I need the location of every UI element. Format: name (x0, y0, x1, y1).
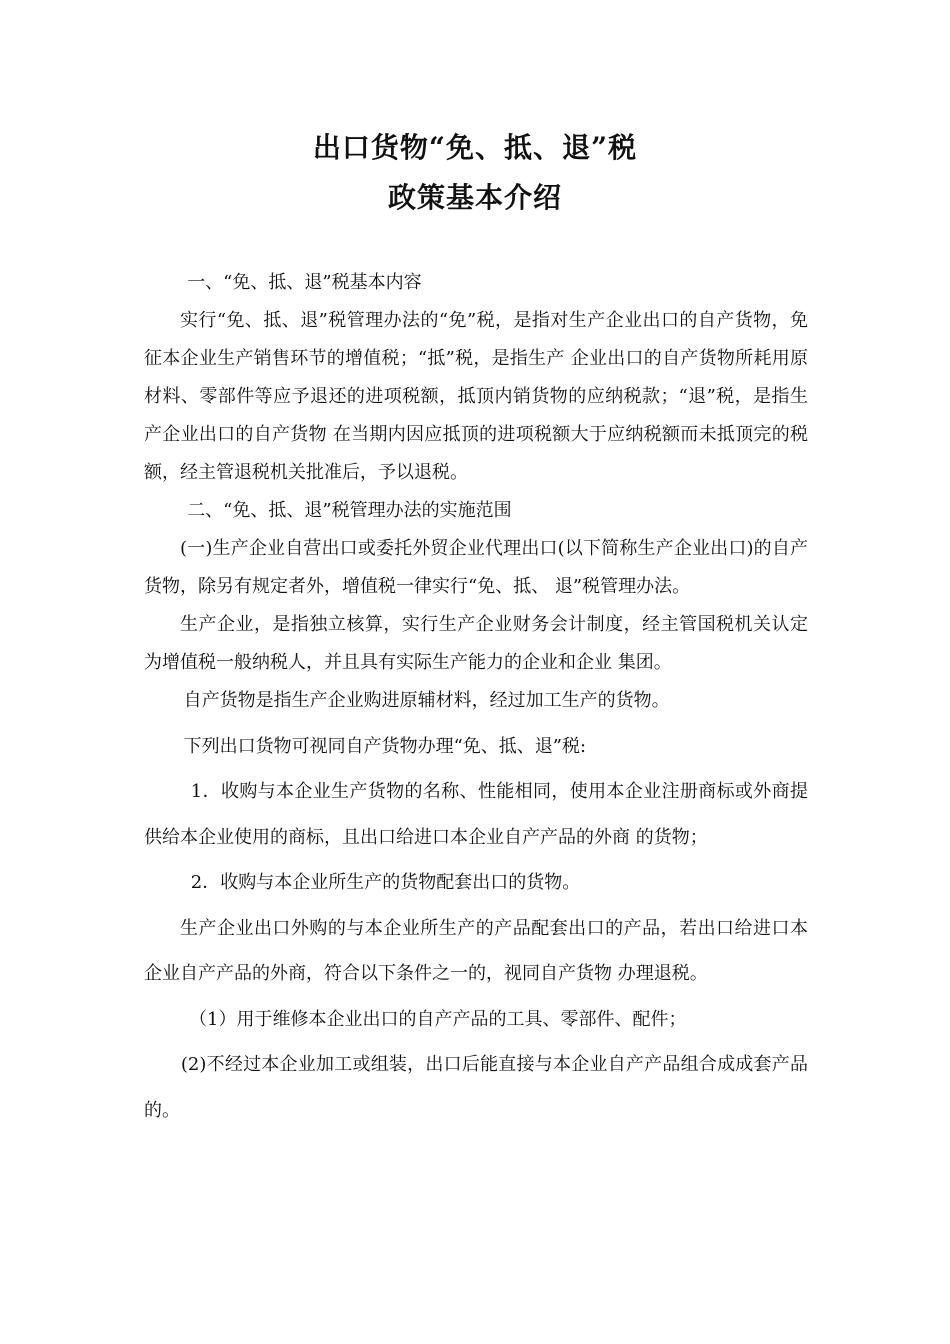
document-body-section-2 (144, 678, 808, 1133)
list-item-2: 2．收购与本企业所生产的货物配套出口的货物。 (190, 872, 581, 893)
paragraph-producer-definition: 生产企业，是指独立核算，实行生产企业财务会计制度，经主管国税机关认定为增值税一般纳税人，并且具有实际生产能力的企业和企业 集团。 (144, 614, 808, 673)
paragraph-outsourced-products: 生产企业出口外购的与本企业所生产的产品配套出口的产品，若出口给进口本企业自产产品的外商，符合以下条件之一的，视同自产货物 办理退税。 (144, 917, 808, 984)
document-title: 出口货物“免、抵、退”税 (312, 131, 638, 164)
document-body-section-1 (144, 264, 808, 682)
list-item-1: 1．收购与本企业生产货物的名称、性能相同，使用本企业注册商标或外商提供给本企业使用的商标，且出口给进口本企业自产产品的外商 的货物； (144, 781, 808, 848)
paragraph-scope: (一)生产企业自营出口或委托外贸企业代理出口(以下简称生产企业出口)的自产货物，除另有规定者外，增值税一律实行“免、抵、 退”税管理办法。 (144, 538, 808, 597)
paragraph-self-produced-goods: 自产货物是指生产企业购进原辅材料，经过加工生产的货物。 (183, 690, 670, 711)
section-heading-1: 一、“免、抵、退”税基本内容 (187, 272, 422, 293)
condition-item-1: （1）用于维修本企业出口的自产产品的工具、零部件、配件； (189, 1008, 687, 1030)
section-heading-2: 二、“免、抵、退”税管理办法的实施范围 (187, 500, 512, 521)
condition-item-2: (2)不经过本企业加工或组装，出口后能直接与本企业自产产品组合成成套产品的。 (144, 1054, 808, 1121)
document-subtitle: 政策基本介绍 (387, 181, 562, 214)
paragraph-deemed-goods-intro: 下列出口货物可视同自产货物办理“免、抵、退”税: (183, 735, 587, 757)
paragraph-mian-di-tui-definition: 实行“免、抵、退”税管理办法的“免”税，是指对生产企业出口的自产货物，免征本企业生产销售环节的增值税；“抵”税，是指生产 企业出口的自产货物所耗用原材料、零部件等应予退还的进项税额，抵顶内销货物的应纳税款；“退”税，是指生产企业出口的自产货物 在当期内因应抵顶的进项税额大于应纳税额而未抵顶完的税额，经主管退税机关批准后，予以退税。 (144, 310, 808, 483)
